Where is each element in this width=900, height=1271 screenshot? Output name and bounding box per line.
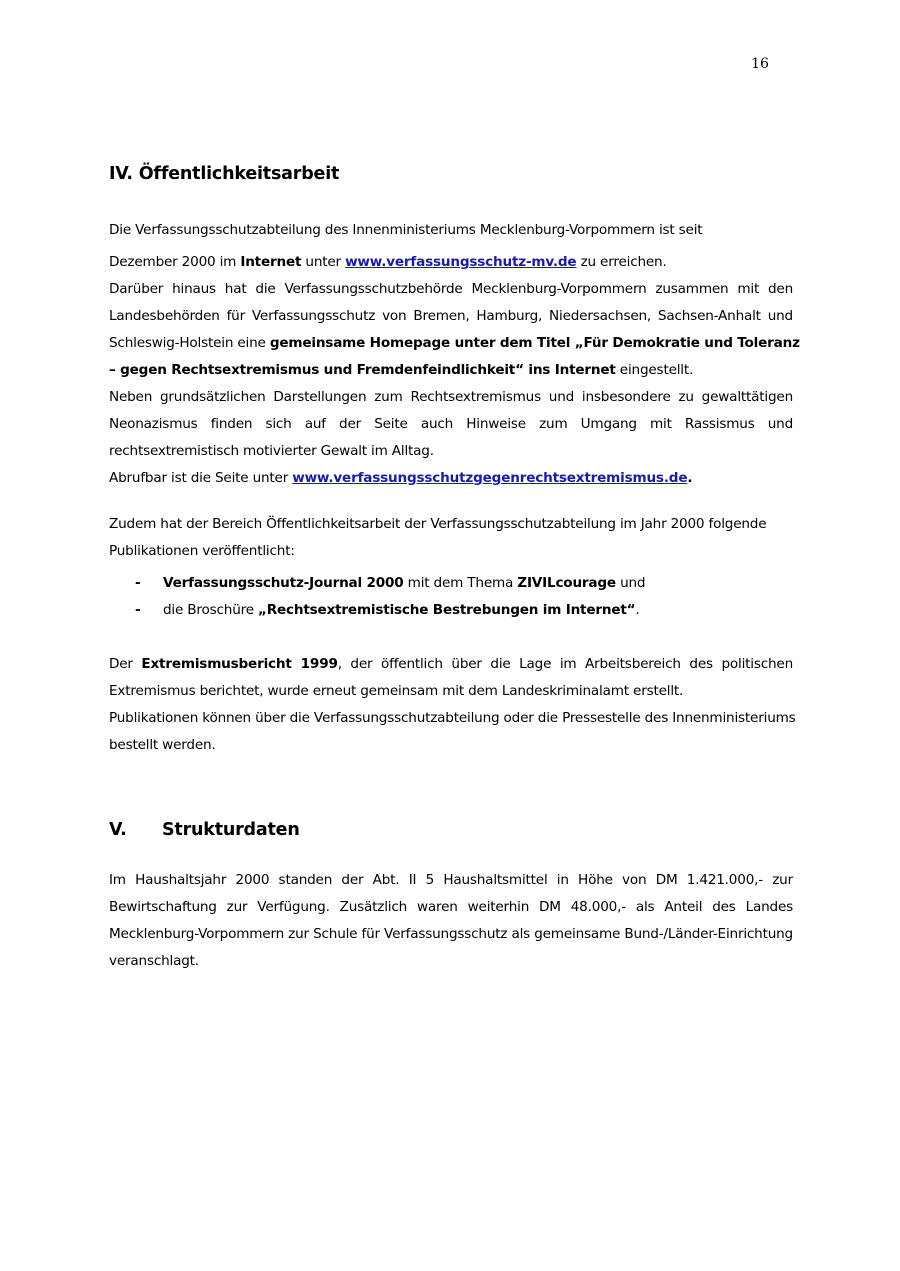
text-line: Mecklenburg-Vorpommern zur Schule für Verfassungsschutz als gemeinsame Bund-/Länder-Einrichtung xyxy=(109,926,793,942)
paragraph-publications xyxy=(109,511,793,565)
paragraph-intro xyxy=(109,217,793,244)
text-fragment: die Broschüre xyxy=(163,602,258,618)
theme-title: ZIVILcourage xyxy=(517,575,616,591)
section-5-title: Strukturdaten xyxy=(162,820,300,840)
link-verfassungsschutz-mv[interactable]: www.verfassungsschutz-mv.de xyxy=(345,254,577,270)
text-fragment: Der xyxy=(109,656,142,672)
bullet-dash: - xyxy=(135,602,141,618)
internet-bold: Internet xyxy=(240,254,302,270)
text-fragment: . xyxy=(687,470,693,486)
paragraph-internet xyxy=(109,249,800,492)
text-line: bestellt werden. xyxy=(109,737,216,753)
report-title: Extremismusbericht 1999 xyxy=(141,656,338,672)
text-line xyxy=(109,330,800,357)
text-line xyxy=(109,357,793,384)
text-fragment: mit dem Thema xyxy=(403,575,518,591)
text-line: Darüber hinaus hat die Verfassungsschutzbehörde Mecklenburg-Vorpommern zusammen mit den xyxy=(109,281,793,297)
text-line: Zudem hat der Bereich Öffentlichkeitsarbeit der Verfassungsschutzabteilung im Jahr 2000 folgende xyxy=(109,516,767,532)
journal-title: Verfassungsschutz-Journal 2000 xyxy=(163,575,404,591)
bullet-dash: - xyxy=(135,575,141,591)
text-line xyxy=(109,651,793,678)
text-fragment: und xyxy=(615,575,646,591)
text-fragment: Abrufbar ist die Seite unter xyxy=(109,470,293,486)
text-line: Landesbehörden für Verfassungsschutz von Bremen, Hamburg, Niedersachsen, Sachsen-Anhalt und xyxy=(109,308,793,324)
text-line: Publikationen veröffentlicht: xyxy=(109,543,295,559)
text-line: Die Verfassungsschutzabteilung des Innenministeriums Mecklenburg-Vorpommern ist seit xyxy=(109,222,703,238)
text-line: Extremismus berichtet, wurde erneut gemeinsam mit dem Landeskriminalamt erstellt. xyxy=(109,683,684,699)
text-fragment: zu erreichen. xyxy=(576,254,667,270)
section-5-number: V. xyxy=(109,820,127,840)
text-line xyxy=(109,465,793,492)
text-fragment: unter xyxy=(301,254,346,270)
section-4-title: IV. Öffentlichkeitsarbeit xyxy=(109,164,340,184)
bullet-text xyxy=(163,570,645,597)
text-fragment: Schleswig-Holstein eine xyxy=(109,335,270,351)
paragraph-strukturdaten xyxy=(109,867,793,975)
text-line: Publikationen können über die Verfassungsschutzabteilung oder die Pressestelle des Innenministeriums xyxy=(109,710,796,726)
text-fragment: eingestellt. xyxy=(615,362,694,378)
text-line: Im Haushaltsjahr 2000 standen der Abt. II 5 Haushaltsmittel in Höhe von DM 1.421.000,- zur xyxy=(109,872,793,888)
text-line: Neonazismus finden sich auf der Seite auch Hinweise zum Umgang mit Rassismus und xyxy=(109,416,793,432)
brochure-title: „Rechtsextremistische Bestrebungen im Internet“ xyxy=(258,602,636,618)
text-line: Neben grundsätzlichen Darstellungen zum Rechtsextremismus und insbesondere zu gewalttätigen xyxy=(109,389,793,405)
paragraph-extremismusbericht xyxy=(109,651,796,759)
link-gegenrechtsextremismus[interactable]: www.verfassungsschutzgegenrechtsextremismus.de xyxy=(292,470,688,486)
text-line: veranschlagt. xyxy=(109,953,199,969)
text-fragment: . xyxy=(635,602,640,618)
text-line: rechtsextremistisch motivierter Gewalt im Alltag. xyxy=(109,443,434,459)
text-line: Bewirtschaftung zur Verfügung. Zusätzlich waren weiterhin DM 48.000,- als Anteil des Landes xyxy=(109,899,793,915)
text-fragment: , der öffentlich über die Lage im Arbeitsbereich des politischen xyxy=(337,656,793,672)
page-number: 16 xyxy=(751,56,769,72)
bullet-text xyxy=(163,597,640,624)
text-fragment: Dezember 2000 im xyxy=(109,254,241,270)
homepage-title-bold: gemeinsame Homepage unter dem Titel „Für Demokratie und Toleranz xyxy=(269,335,800,351)
text-line xyxy=(109,249,793,276)
homepage-title-bold: – gegen Rechtsextremismus und Fremdenfeindlichkeit“ ins Internet xyxy=(109,362,616,378)
